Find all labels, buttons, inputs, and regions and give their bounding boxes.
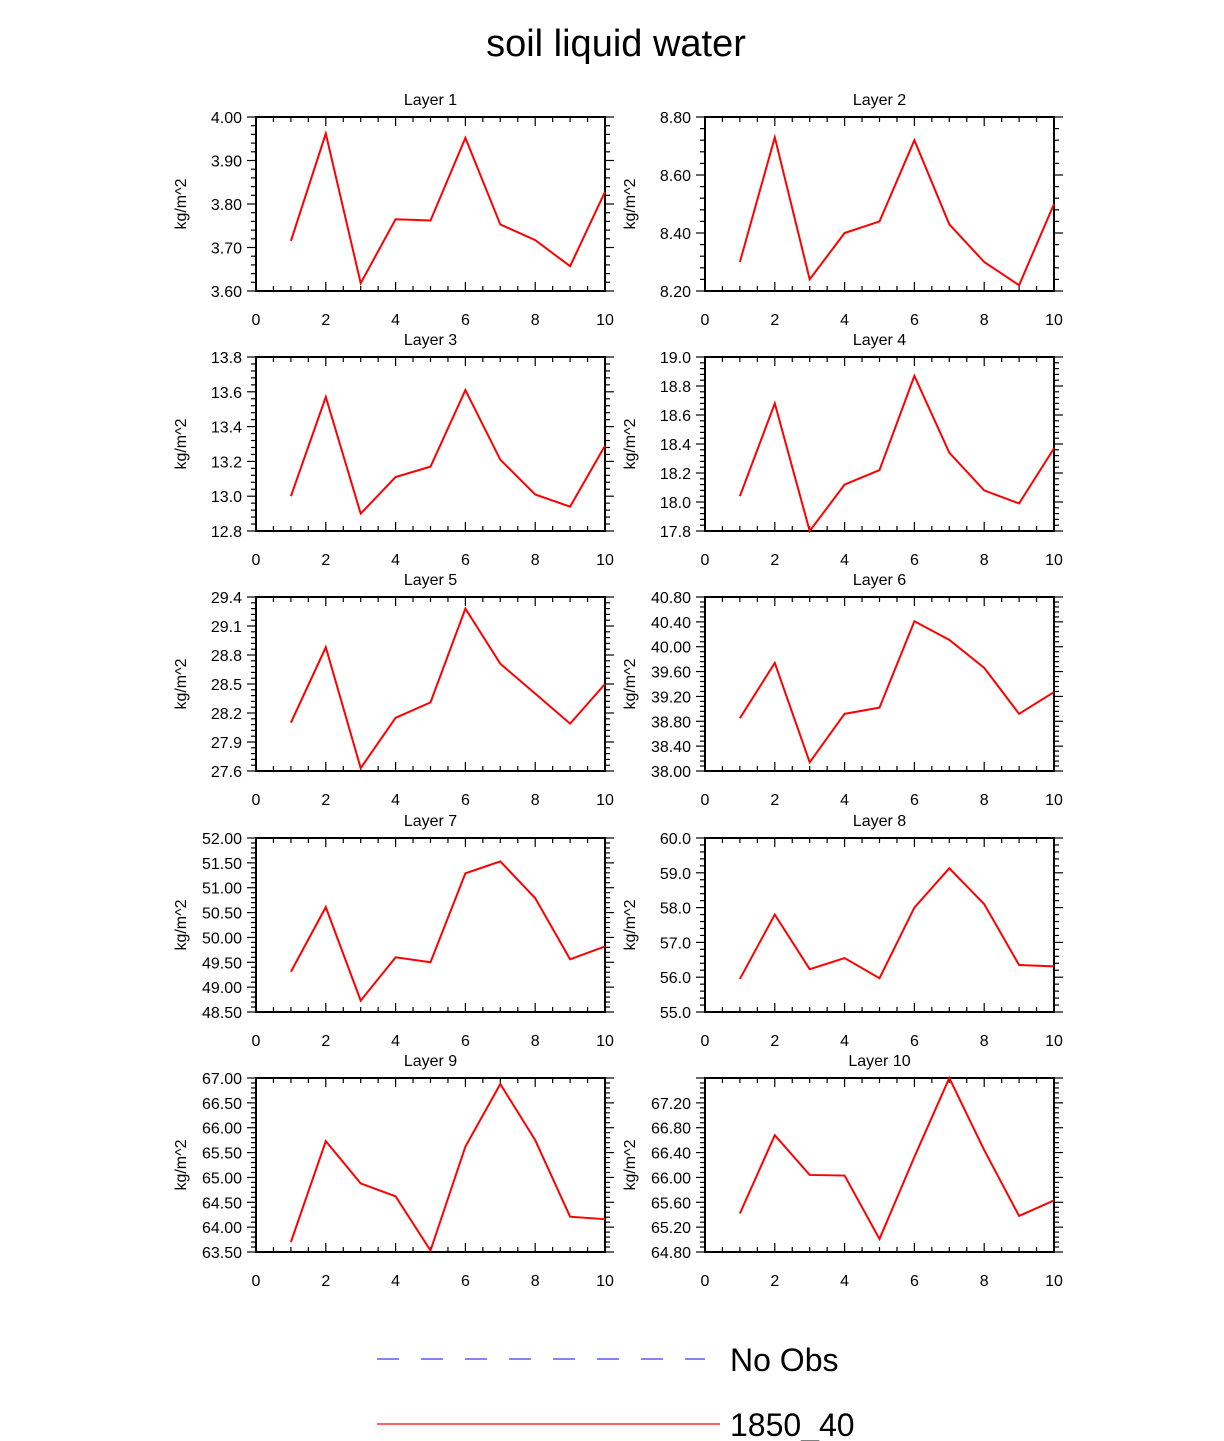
y-tick-label: 3.60 [210,284,242,301]
y-tick-label: 29.4 [210,590,242,607]
y-tick-label: 67.20 [650,1095,691,1113]
y-tick-label: 27.6 [210,764,242,781]
x-tick-label: 2 [770,1033,780,1050]
series-line-1850_40 [291,609,605,769]
x-tick-label: 8 [979,1033,989,1050]
x-tick-label: 8 [530,1033,540,1050]
panel-6 [622,572,1063,809]
x-tick-label: 6 [909,1273,919,1290]
panel-title: Layer 7 [403,813,458,830]
x-tick-label: 4 [391,1273,401,1290]
x-tick-label: 10 [596,312,614,329]
x-tick-label: 0 [251,792,261,809]
y-axis-label: kg/m^2 [173,418,190,470]
y-tick-label: 66.40 [650,1145,691,1163]
y-tick-label: 8.80 [659,110,691,127]
series-line-1850_40 [291,861,605,1000]
y-tick-label: 29.1 [210,619,242,636]
panel-title: Layer 3 [403,332,458,349]
y-tick-label: 56.0 [659,970,691,988]
x-tick-label: 6 [460,312,470,329]
legend-label: No Obs [730,1342,839,1378]
y-tick-label: 8.40 [659,226,691,243]
y-tick-label: 39.20 [650,689,691,707]
panel-1 [173,92,614,329]
series-line-1850_40 [291,134,605,284]
x-tick-label: 6 [909,312,919,329]
x-tick-label: 4 [391,552,401,569]
x-tick-label: 0 [251,1033,261,1050]
x-tick-label: 0 [251,552,261,569]
x-tick-label: 0 [251,1273,261,1290]
y-tick-label: 58.0 [659,900,691,918]
x-tick-label: 6 [460,792,470,809]
x-tick-label: 4 [840,312,850,329]
x-tick-label: 2 [321,552,331,569]
x-tick-label: 2 [321,792,331,809]
x-tick-label: 0 [700,552,710,569]
y-tick-label: 13.0 [210,489,242,507]
x-tick-label: 10 [596,552,614,569]
y-tick-label: 64.00 [201,1220,242,1238]
y-tick-label: 63.50 [201,1245,242,1262]
panel-7 [173,813,614,1050]
y-tick-label: 4.00 [210,110,242,127]
y-tick-label: 18.0 [659,495,691,512]
series-line-1850_40 [291,1084,605,1251]
x-tick-label: 6 [460,1273,470,1290]
series-line-1850_40 [740,137,1054,285]
panel-3 [173,332,614,569]
x-tick-label: 2 [321,1033,331,1050]
y-tick-label: 13.8 [210,350,242,367]
y-tick-label: 40.80 [650,590,691,607]
y-tick-label: 59.0 [659,865,691,883]
x-tick-label: 4 [391,792,401,809]
y-axis-label: kg/m^2 [173,658,190,710]
y-tick-label: 55.0 [659,1005,691,1022]
y-tick-label: 8.20 [659,284,691,301]
y-axis-label: kg/m^2 [622,658,639,710]
panel-title: Layer 1 [403,92,458,109]
x-tick-label: 2 [321,1273,331,1290]
y-tick-label: 38.40 [650,739,691,757]
y-tick-label: 65.20 [650,1220,691,1238]
y-tick-label: 38.00 [650,764,691,781]
x-tick-label: 4 [840,792,850,809]
legend [377,1342,855,1441]
x-tick-label: 8 [530,552,540,569]
x-tick-label: 2 [770,1273,780,1290]
y-tick-label: 18.2 [659,466,691,483]
panels [173,92,1063,1290]
x-tick-label: 6 [909,1033,919,1050]
y-tick-label: 3.80 [210,197,242,214]
y-tick-label: 67.00 [201,1071,242,1088]
x-tick-label: 4 [840,552,850,569]
y-tick-label: 13.4 [210,419,242,437]
x-tick-label: 6 [460,1033,470,1050]
series-line-1850_40 [740,1078,1054,1239]
series-line-1850_40 [740,621,1054,762]
y-tick-label: 18.4 [659,437,691,454]
y-tick-label: 51.50 [201,855,242,873]
panel-5 [173,572,614,809]
y-tick-label: 13.2 [210,454,242,472]
y-tick-label: 39.60 [650,664,691,682]
x-tick-label: 10 [1045,1033,1063,1050]
x-tick-label: 6 [909,792,919,809]
y-tick-label: 28.2 [210,706,242,723]
plot-frame [705,597,1054,771]
y-tick-label: 66.00 [201,1120,242,1138]
y-tick-label: 65.60 [650,1195,691,1213]
y-tick-label: 64.80 [650,1245,691,1262]
y-tick-label: 3.90 [210,153,242,171]
y-tick-label: 8.60 [659,168,691,185]
y-tick-label: 18.6 [659,408,691,425]
y-tick-label: 60.0 [659,831,691,848]
y-tick-label: 27.9 [210,735,242,752]
x-tick-label: 2 [770,312,780,329]
y-tick-label: 57.0 [659,935,691,953]
y-axis-label: kg/m^2 [622,178,639,230]
plot-frame [256,1078,605,1252]
y-tick-label: 51.00 [201,880,242,898]
x-tick-label: 2 [321,312,331,329]
x-tick-label: 0 [700,1273,710,1290]
y-tick-label: 66.50 [201,1095,242,1113]
panel-title: Layer 2 [852,92,907,109]
legend-label: 1850_40 [730,1407,855,1441]
y-tick-label: 3.70 [210,240,242,258]
y-tick-label: 18.8 [659,379,691,396]
y-tick-label: 50.00 [201,930,242,948]
panel-title: Layer 8 [852,813,907,830]
plot-frame [256,838,605,1012]
x-tick-label: 6 [460,552,470,569]
x-tick-label: 8 [979,312,989,329]
x-tick-label: 8 [979,552,989,569]
x-tick-label: 2 [770,792,780,809]
x-tick-label: 0 [700,792,710,809]
y-tick-label: 66.80 [650,1120,691,1138]
x-tick-label: 10 [1045,552,1063,569]
y-tick-label: 49.50 [201,955,242,973]
x-tick-label: 8 [979,1273,989,1290]
y-tick-label: 40.00 [650,639,691,657]
y-tick-label: 13.6 [210,384,242,402]
panel-4 [622,332,1063,569]
x-tick-label: 10 [1045,312,1063,329]
series-line-1850_40 [291,390,605,514]
figure-title: soil liquid water [486,23,746,65]
x-tick-label: 6 [909,552,919,569]
y-tick-label: 49.00 [201,980,242,998]
series-line-1850_40 [740,376,1054,531]
x-tick-label: 0 [700,1033,710,1050]
series-line-1850_40 [740,868,1054,979]
y-tick-label: 48.50 [201,1005,242,1022]
plot-frame [705,838,1054,1012]
y-tick-label: 17.8 [659,524,691,541]
panel-title: Layer 9 [403,1053,458,1070]
x-tick-label: 4 [391,312,401,329]
panel-2 [622,92,1063,329]
y-axis-label: kg/m^2 [173,1139,190,1191]
x-tick-label: 8 [979,792,989,809]
y-axis-label: kg/m^2 [622,1139,639,1191]
plot-frame [705,117,1054,291]
panel-title: Layer 6 [852,572,907,589]
x-tick-label: 8 [530,1273,540,1290]
x-tick-label: 10 [596,1033,614,1050]
panel-8 [622,813,1063,1050]
panel-9 [173,1053,614,1290]
x-tick-label: 4 [840,1033,850,1050]
y-axis-label: kg/m^2 [173,178,190,230]
y-tick-label: 65.00 [201,1170,242,1188]
x-tick-label: 8 [530,312,540,329]
x-tick-label: 0 [700,312,710,329]
y-tick-label: 52.00 [201,831,242,848]
plot-frame [705,357,1054,531]
x-tick-label: 4 [840,1273,850,1290]
y-tick-label: 38.80 [650,714,691,732]
plot-frame [705,1078,1054,1252]
y-tick-label: 28.5 [210,677,242,694]
panel-title: Layer 10 [848,1053,911,1070]
x-tick-label: 8 [530,792,540,809]
y-tick-label: 66.00 [650,1170,691,1188]
x-tick-label: 10 [1045,792,1063,809]
x-tick-label: 10 [596,792,614,809]
y-axis-label: kg/m^2 [173,899,190,951]
x-tick-label: 0 [251,312,261,329]
y-axis-label: kg/m^2 [622,899,639,951]
y-tick-label: 65.50 [201,1145,242,1163]
y-tick-label: 50.50 [201,905,242,923]
y-tick-label: 19.0 [659,350,691,367]
panel-10 [622,1053,1063,1290]
x-tick-label: 10 [1045,1273,1063,1290]
x-tick-label: 4 [391,1033,401,1050]
plot-frame [256,117,605,291]
y-tick-label: 40.40 [650,614,691,632]
x-tick-label: 2 [770,552,780,569]
y-axis-label: kg/m^2 [622,418,639,470]
panel-title: Layer 4 [852,332,907,349]
panel-title: Layer 5 [403,572,458,589]
x-tick-label: 10 [596,1273,614,1290]
y-tick-label: 12.8 [210,524,242,541]
y-tick-label: 28.8 [210,648,242,665]
y-tick-label: 64.50 [201,1195,242,1213]
